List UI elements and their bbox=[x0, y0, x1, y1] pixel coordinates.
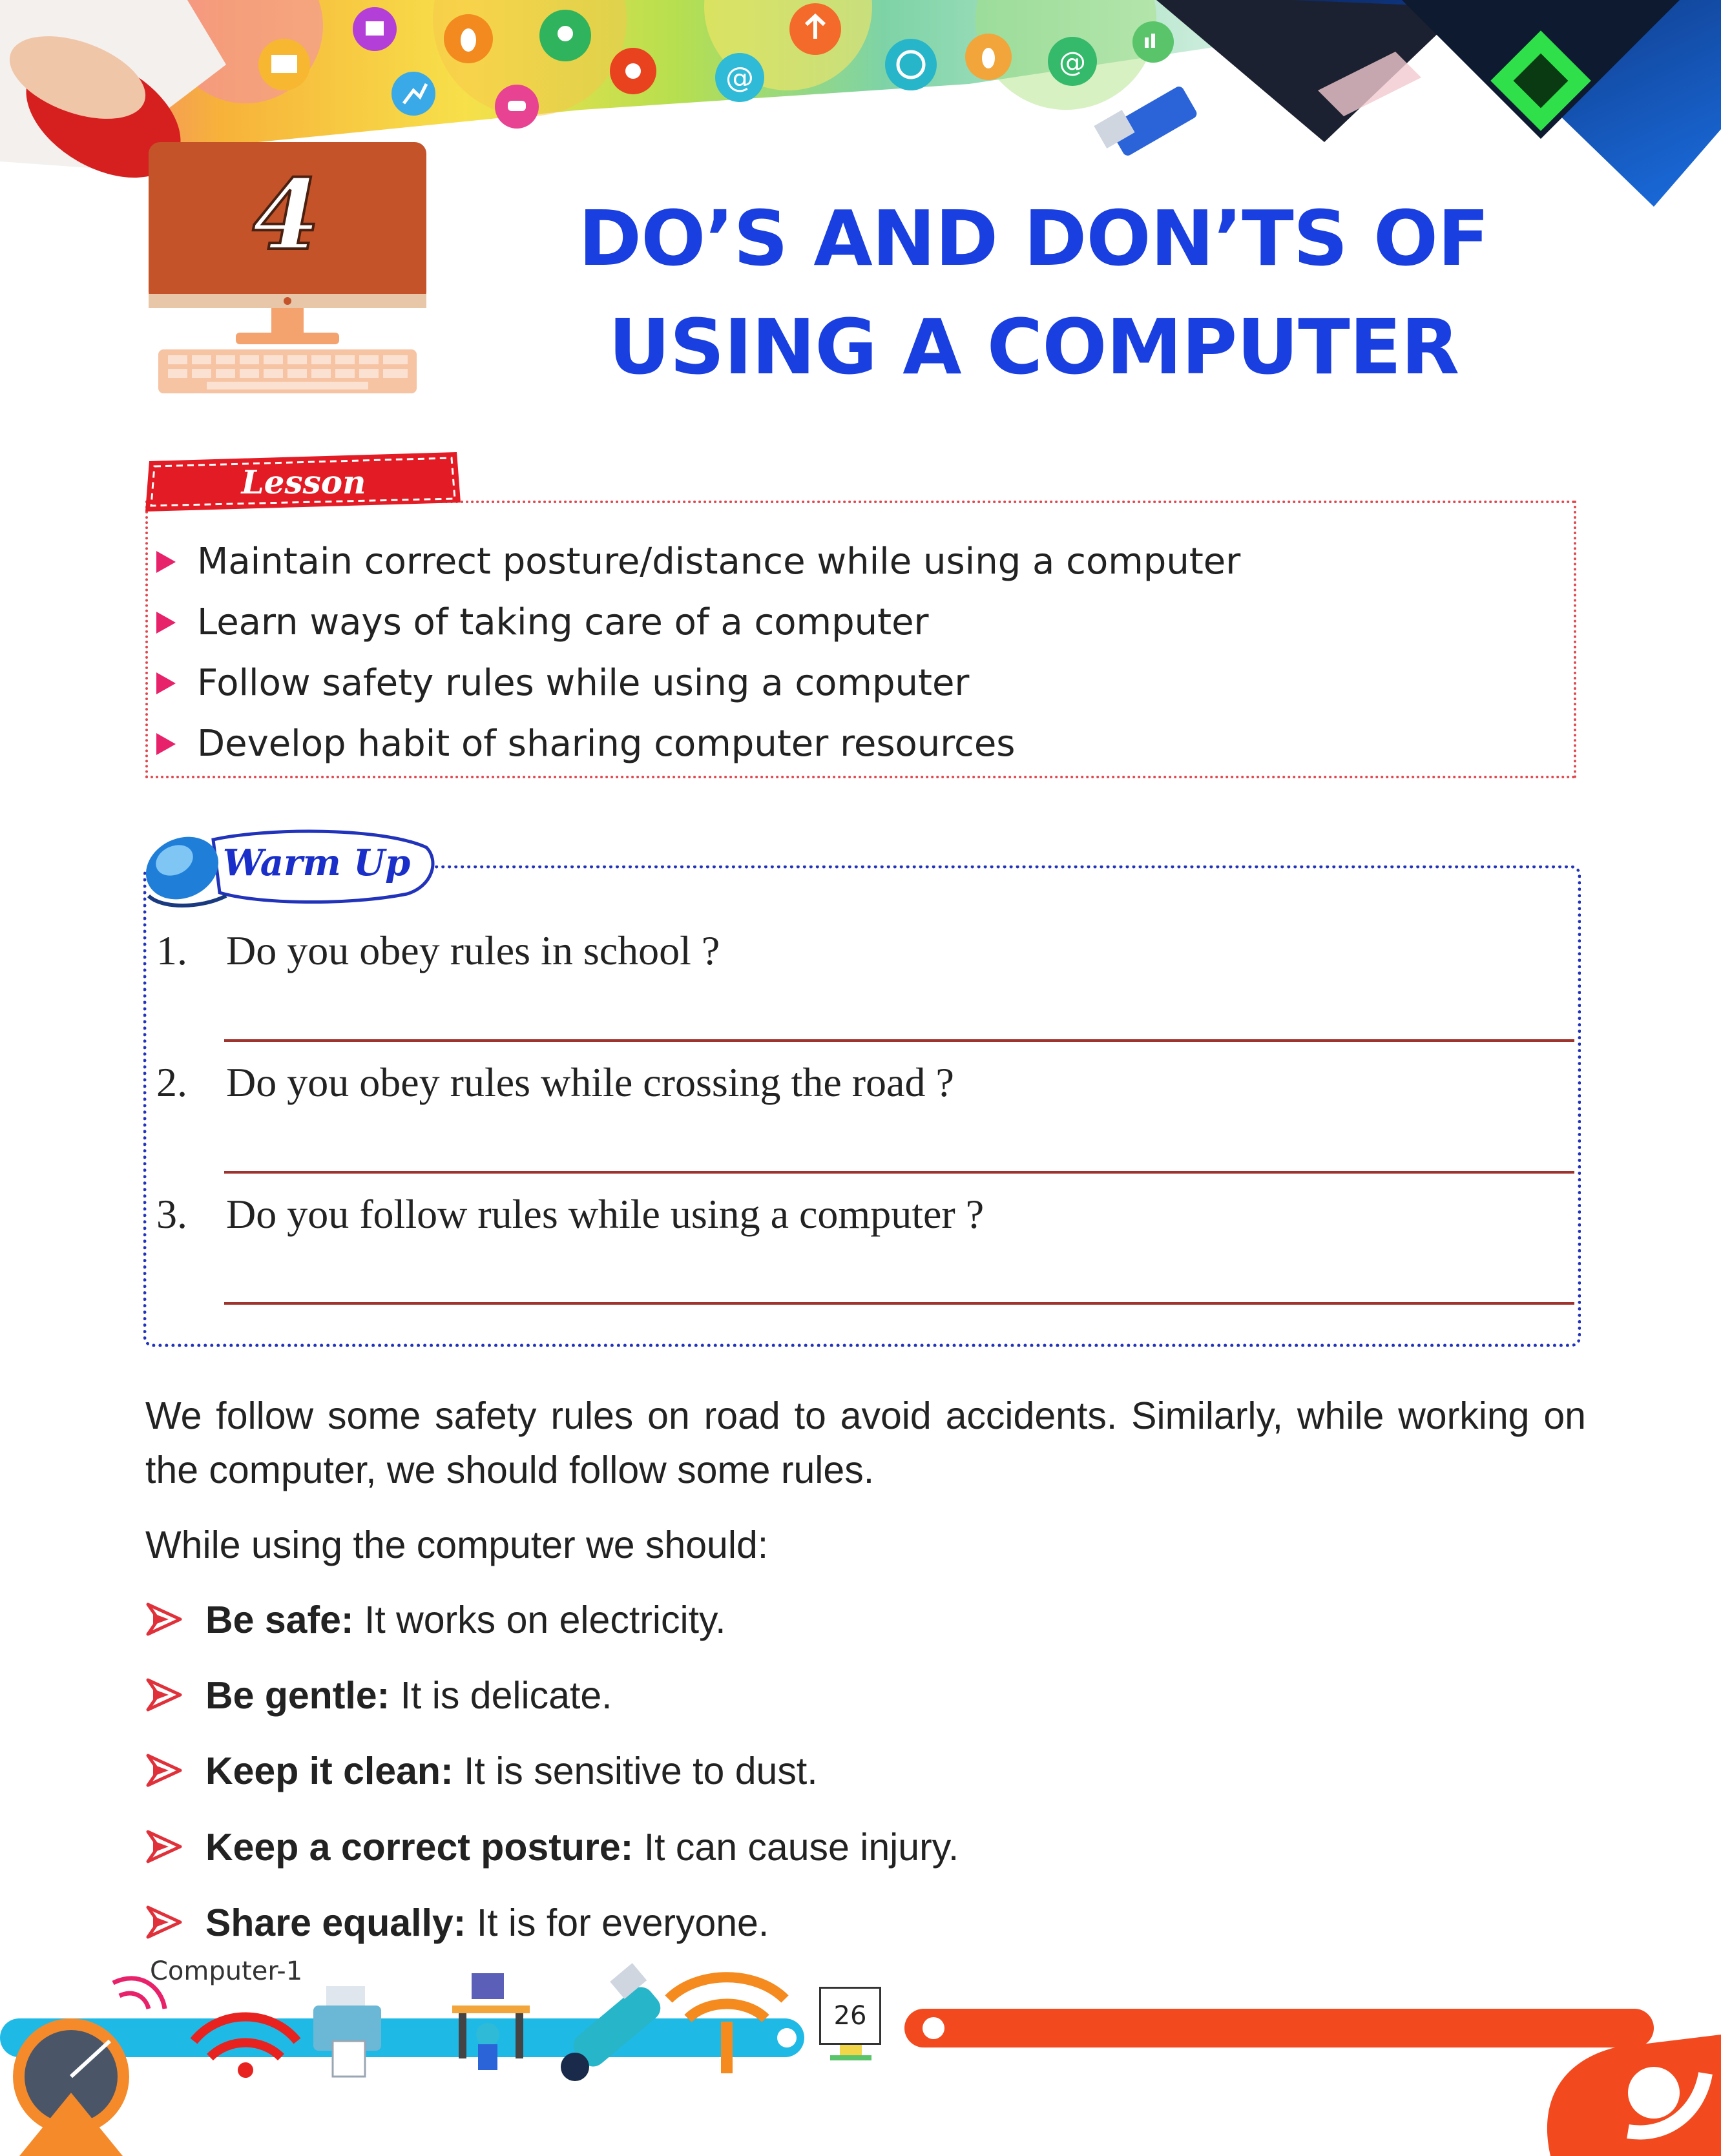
question-number: 1. bbox=[156, 928, 187, 973]
rule-item bbox=[205, 1820, 1562, 1874]
question-number: 2. bbox=[156, 1059, 187, 1105]
objective-item: Follow safety rules while using a computer bbox=[197, 662, 970, 704]
rule-description: It works on electricity. bbox=[353, 1599, 726, 1641]
book-name: Computer-1 bbox=[150, 1956, 303, 1986]
chapter-title-line1: DO’S AND DON’TS OF bbox=[578, 194, 1489, 283]
svg-text:@: @ bbox=[725, 61, 754, 94]
rule-term: Keep a correct posture: bbox=[205, 1826, 634, 1869]
answer-line[interactable] bbox=[224, 1039, 1574, 1042]
chapter-monitor-icon bbox=[145, 139, 430, 404]
question-text: Do you follow rules while using a computer ? bbox=[226, 1191, 985, 1237]
rule-term: Be gentle: bbox=[205, 1674, 390, 1717]
objective-item: Learn ways of taking care of a computer bbox=[197, 601, 929, 643]
rule-description: It is delicate. bbox=[390, 1674, 612, 1717]
rule-item bbox=[205, 1744, 1562, 1798]
intro-paragraph: We follow some safety rules on road to avoid accidents. Similarly, while working on the computer, we should follow some rules. bbox=[145, 1394, 1586, 1491]
pink-triangle-bullet-icon bbox=[156, 733, 176, 755]
lesson-objective-label: Lesson Objective bbox=[219, 463, 388, 546]
rule-description: It can cause injury. bbox=[633, 1826, 959, 1869]
rule-term: Be safe: bbox=[205, 1599, 354, 1641]
publisher-logo-icon bbox=[1547, 2035, 1721, 2156]
answer-line[interactable] bbox=[224, 1171, 1574, 1174]
page-number: 26 bbox=[819, 1987, 881, 2045]
rule-item bbox=[205, 1593, 1562, 1647]
rule-item bbox=[205, 1896, 1562, 1950]
pink-triangle-bullet-icon bbox=[156, 551, 176, 573]
arrow-bullet-icon bbox=[145, 1903, 183, 1941]
pink-triangle-bullet-icon bbox=[156, 672, 176, 694]
answer-line[interactable] bbox=[224, 1302, 1574, 1305]
rule-item bbox=[205, 1668, 1562, 1723]
satellite-dish-icon bbox=[13, 1978, 165, 2156]
question-number: 3. bbox=[156, 1191, 187, 1237]
question-text: Do you obey rules while crossing the road ? bbox=[226, 1059, 954, 1105]
warm-up-label: Warm Up bbox=[222, 842, 411, 884]
objective-item: Maintain correct posture/distance while using a computer bbox=[197, 541, 1241, 583]
arrow-bullet-icon bbox=[145, 1752, 183, 1789]
question-text: Do you obey rules in school ? bbox=[226, 928, 720, 973]
rules-lead: While using the computer we should: bbox=[145, 1524, 769, 1566]
chapter-number: 4 bbox=[252, 158, 320, 272]
rule-description: It is sensitive to dust. bbox=[453, 1750, 818, 1792]
printer-icon bbox=[313, 1986, 381, 2077]
objective-item: Develop habit of sharing computer resources bbox=[197, 723, 1016, 765]
rule-description: It is for everyone. bbox=[466, 1902, 769, 1944]
chapter-title bbox=[517, 184, 1550, 401]
arrow-bullet-icon bbox=[145, 1601, 183, 1638]
chapter-title-line2: USING A COMPUTER bbox=[608, 302, 1459, 391]
svg-text:@: @ bbox=[1059, 46, 1086, 78]
rule-term: Share equally: bbox=[205, 1902, 466, 1944]
rule-term: Keep it clean: bbox=[205, 1750, 454, 1792]
arrow-bullet-icon bbox=[145, 1828, 183, 1865]
arrow-bullet-icon bbox=[145, 1676, 183, 1714]
pink-triangle-bullet-icon bbox=[156, 612, 176, 634]
